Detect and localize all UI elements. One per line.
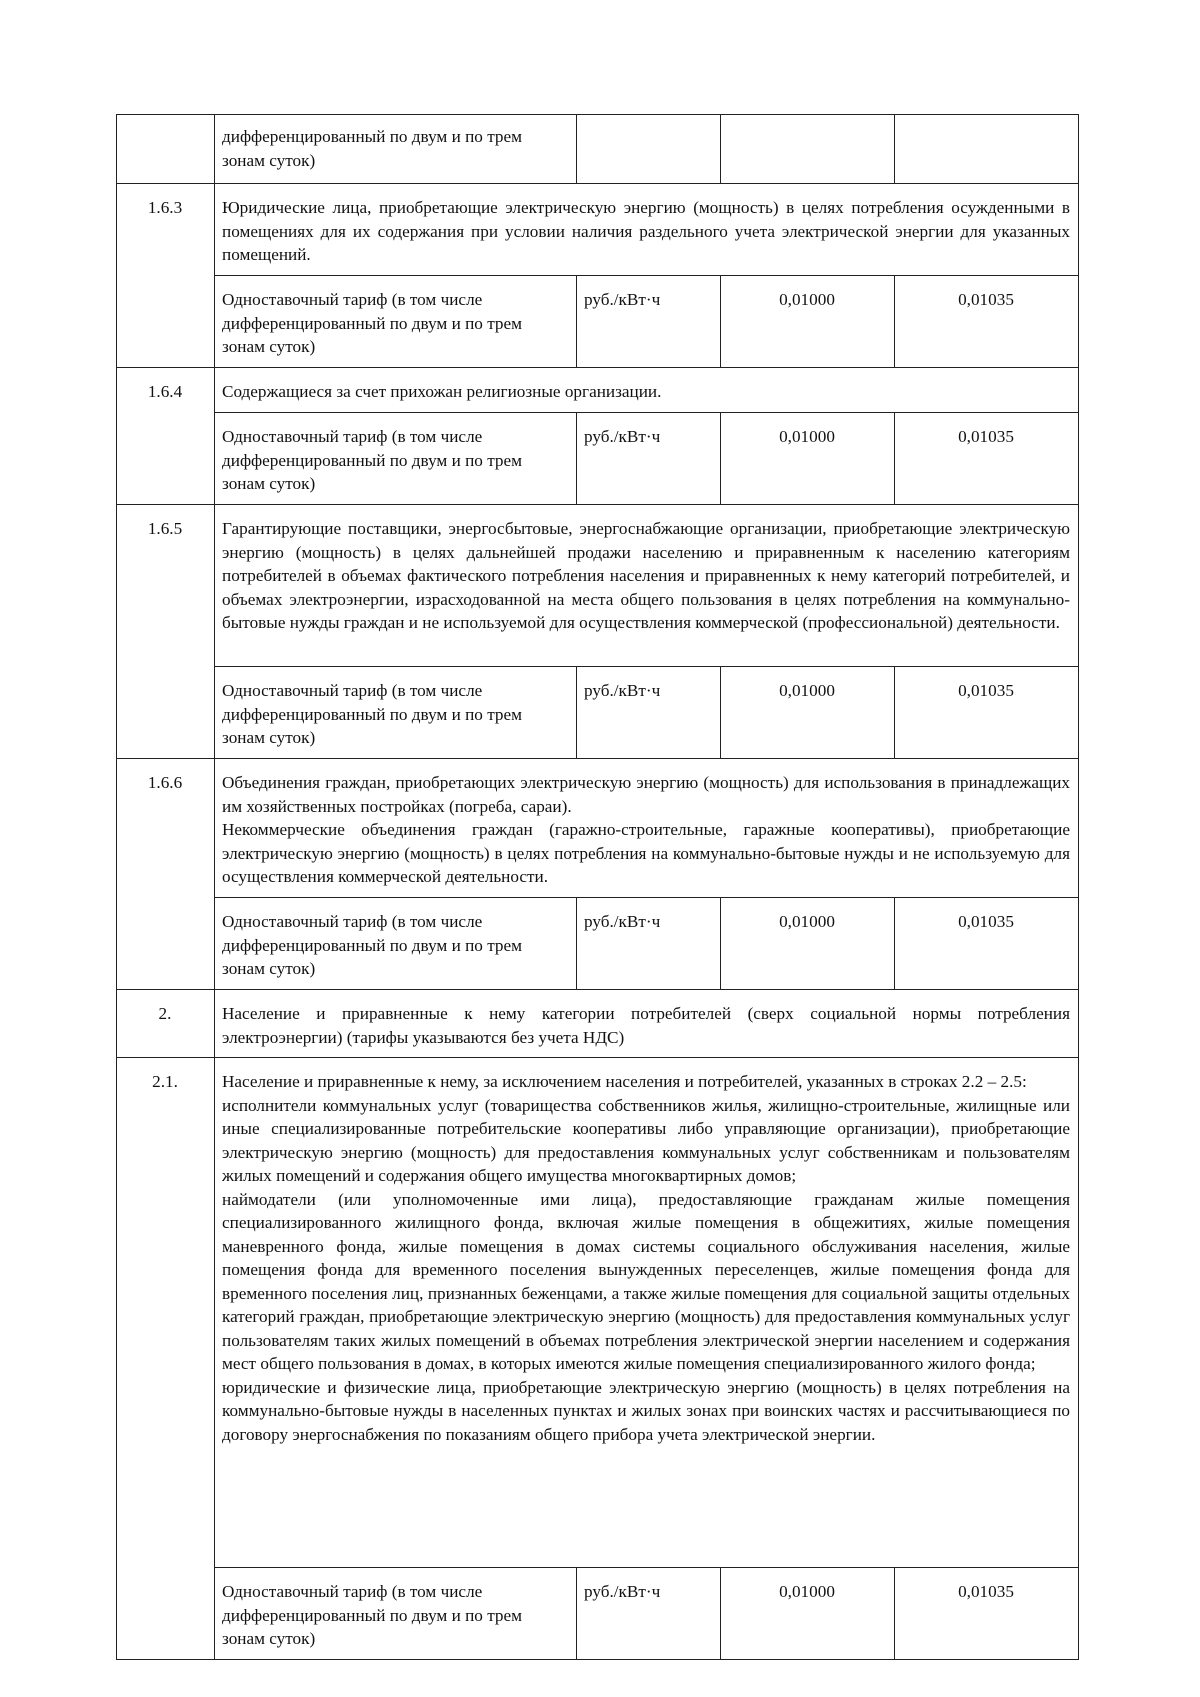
value-cell (721, 413, 895, 505)
row-number: 2.1. (152, 1072, 178, 1091)
tariff-value: 0,01000 (779, 681, 835, 700)
value-cell (721, 276, 895, 368)
unit-cell (577, 413, 721, 505)
unit: руб./кВт·ч (584, 912, 661, 931)
section-description: Население и приравненные к нему, за исключением населения и потребителей, указанных в строках 2.2 – 2.5: исполнители коммунальных услуг (товарищества собственников жилья, жилищно-строительные, жилищные или иные специализированные потребительские кооперативы либо управляющие организации), приобретающие электрическую энергию (мощность) для предоставления коммунальных услуг собственникам и пользователям жилых помещений и содержания общего имущества многоквартирных домов; наймодатели (или уполномоченные ими лица), предоставляющие гражданам жилые помещения специализированного жилищного фонда, включая жилые помещения в общежитиях, жилые помещения маневренного фонда, жилые помещения в домах системы социального обслуживания населения, жилые помещения фонда для временного поселения вынужденных переселенцев, жилые помещения фонда для временного поселения лиц, признанных беженцами, а также жилые помещения для социальной защиты отдельных категорий граждан, приобретающие электрическую энергию (мощность) для предоставления коммунальных услуг пользователям таких жилых помещений в объемах потребления электрической энергии населением и содержания мест общего пользования в домах, в которых имеются жилые помещения специализированного жилого фонда; юридические и физические лица, приобретающие электрическую энергию (мощность) в целях потребления на коммунально-бытовые нужды в населенных пунктах и жилых зонах при воинских частях и рассчитывающиеся по договору энергоснабжения по показаниям общего прибора учета электрической энергии. (215, 1058, 1079, 1568)
tariff-name: дифференцированный по двум и по трем зонам суток) (222, 127, 523, 170)
tariff-name: Одноставочный тариф (в том числе дифференцированный по двум и по трем зонам суток) (222, 427, 523, 493)
row-number-cell (117, 115, 215, 184)
tariff-value: 0,01000 (779, 427, 835, 446)
tariff-value: 0,01000 (779, 290, 835, 309)
section-row (117, 990, 1079, 1058)
unit: руб./кВт·ч (584, 290, 661, 309)
tariff-table (116, 114, 1079, 1660)
value-cell (895, 115, 1079, 184)
tariff-row (117, 413, 1079, 505)
tariff-row (117, 898, 1079, 990)
table-row (117, 115, 1079, 184)
tariff-name: Одноставочный тариф (в том числе дифференцированный по двум и по трем зонам суток) (222, 912, 523, 978)
value-cell (721, 115, 895, 184)
tariff-value: 0,01035 (958, 1582, 1014, 1601)
value-cell (895, 276, 1079, 368)
row-number-cell (117, 505, 215, 759)
unit-cell (577, 1568, 721, 1660)
unit: руб./кВт·ч (584, 427, 661, 446)
tariff-name-cell (215, 1568, 577, 1660)
row-number-cell (117, 184, 215, 368)
row-number-cell (117, 1058, 215, 1660)
tariff-name-cell (215, 898, 577, 990)
row-number-cell (117, 759, 215, 990)
value-cell (895, 413, 1079, 505)
tariff-value: 0,01035 (958, 290, 1014, 309)
value-cell (895, 667, 1079, 759)
row-number: 1.6.4 (147, 382, 183, 401)
section-row (117, 184, 1079, 276)
row-number: 2. (158, 1004, 172, 1023)
tariff-name-cell (215, 276, 577, 368)
tariff-value: 0,01035 (958, 681, 1014, 700)
value-cell (721, 898, 895, 990)
unit: руб./кВт·ч (584, 1582, 661, 1601)
unit-cell (577, 276, 721, 368)
tariff-value: 0,01000 (779, 912, 835, 931)
value-cell (721, 667, 895, 759)
value-cell (895, 1568, 1079, 1660)
section-description: Юридические лица, приобретающие электрическую энергию (мощность) в целях потребления осужденными в помещениях для их содержания при условии наличия раздельного учета электрической энергии для указанных помещений. (215, 184, 1079, 276)
row-number-cell (117, 990, 215, 1058)
tariff-value: 0,01035 (958, 427, 1014, 446)
section-description: Население и приравненные к нему категории потребителей (сверх социальной нормы потребления электроэнергии) (тарифы указываются без учета НДС) (215, 990, 1079, 1058)
tariff-row (117, 276, 1079, 368)
tariff-name-cell (215, 115, 577, 184)
unit: руб./кВт·ч (584, 681, 661, 700)
tariff-row (117, 667, 1079, 759)
section-row (117, 368, 1079, 413)
tariff-name: Одноставочный тариф (в том числе дифференцированный по двум и по трем зонам суток) (222, 290, 523, 356)
value-cell (895, 898, 1079, 990)
unit-cell (577, 898, 721, 990)
tariff-name-cell (215, 413, 577, 505)
row-number-cell (117, 368, 215, 505)
section-row (117, 1058, 1079, 1568)
tariff-name: Одноставочный тариф (в том числе дифференцированный по двум и по трем зонам суток) (222, 681, 523, 747)
section-row (117, 759, 1079, 898)
tariff-value: 0,01000 (779, 1582, 835, 1601)
tariff-row (117, 1568, 1079, 1660)
tariff-value: 0,01035 (958, 912, 1014, 931)
section-description: Объединения граждан, приобретающих электрическую энергию (мощность) для использования в принадлежащих им хозяйственных постройках (погреба, сараи). Некоммерческие объединения граждан (гаражно-строительные, гаражные кооперативы), приобретающие электрическую энергию (мощность) в целях потребления на коммунально-бытовые нужды и не используемую для осуществления коммерческой деятельности. (215, 759, 1079, 898)
unit-cell (577, 115, 721, 184)
row-number: 1.6.5 (147, 519, 183, 538)
tariff-name: Одноставочный тариф (в том числе дифференцированный по двум и по трем зонам суток) (222, 1582, 523, 1648)
unit-cell (577, 667, 721, 759)
section-row (117, 505, 1079, 667)
row-number: 1.6.6 (147, 773, 183, 792)
value-cell (721, 1568, 895, 1660)
row-number: 1.6.3 (147, 198, 183, 217)
tariff-name-cell (215, 667, 577, 759)
section-description: Содержащиеся за счет прихожан религиозные организации. (215, 368, 1079, 413)
section-description: Гарантирующие поставщики, энергосбытовые, энергоснабжающие организации, приобретающие электрическую энергию (мощность) в целях дальнейшей продажи населению и приравненным к населению категориям потребителей в объемах фактического потребления населения и приравненных к нему категорий потребителей, и объемах электроэнергии, израсходованной на места общего пользования в целях потребления на коммунально-бытовые нужды граждан и не используемой для осуществления коммерческой (профессиональной) деятельности. (215, 505, 1079, 667)
